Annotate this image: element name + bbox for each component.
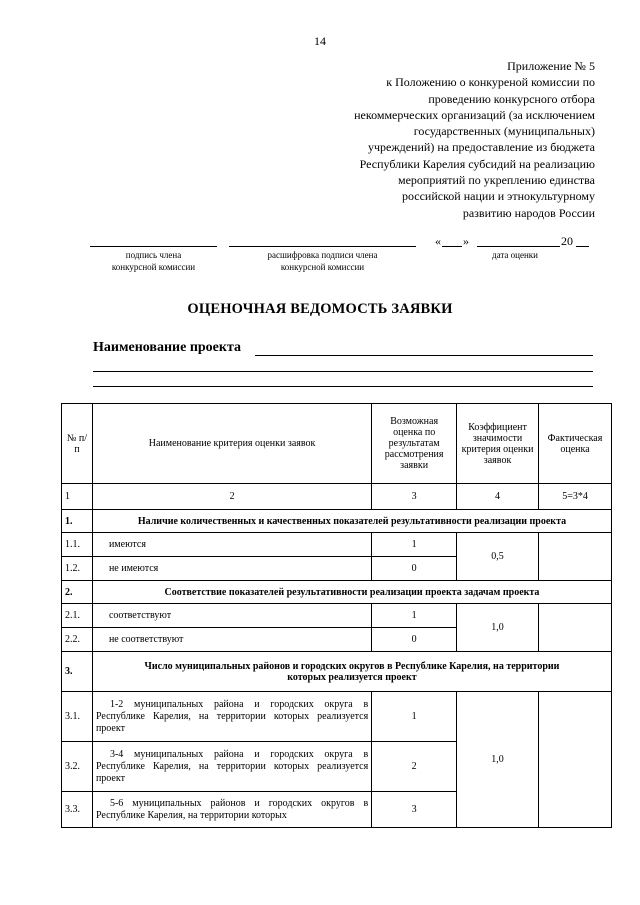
date-year-prefix: 20 xyxy=(561,234,573,248)
appendix-line: государственных (муниципальных) xyxy=(413,124,595,139)
row-num: 1.1. xyxy=(62,533,93,557)
appendix-header xyxy=(305,58,595,221)
row-num: 3.1. xyxy=(62,692,93,742)
row-score: 2 xyxy=(372,742,457,792)
row-score: 1 xyxy=(372,533,457,557)
appendix-line: некоммерческих организаций (за исключением xyxy=(354,107,595,122)
section-row xyxy=(62,510,612,533)
row-actual-empty xyxy=(539,533,612,581)
section-row xyxy=(62,581,612,604)
project-name-line xyxy=(93,371,593,372)
table-row xyxy=(62,533,612,557)
date-month-line xyxy=(477,246,560,247)
row-criterion: не имеются xyxy=(92,557,371,581)
header-num: № п/п xyxy=(62,404,93,484)
index-cell: 1 xyxy=(62,484,93,510)
appendix-line: Республики Карелия субсидий на реализацию xyxy=(359,156,595,171)
signature-caption: подпись члена конкурсной комиссии xyxy=(111,250,196,272)
header-criterion: Наименование критерия оценки заявок xyxy=(92,404,371,484)
date-open-quote: « xyxy=(435,234,441,248)
appendix-line: мероприятий по укреплению единства xyxy=(397,173,595,188)
decoding-line xyxy=(229,246,416,247)
project-name-line xyxy=(93,386,593,387)
date-caption: дата оценки xyxy=(492,250,538,260)
table-header-row xyxy=(62,404,612,484)
index-row xyxy=(62,484,612,510)
date-year-line xyxy=(576,246,589,247)
table-row xyxy=(62,604,612,628)
row-score: 0 xyxy=(372,557,457,581)
row-score: 1 xyxy=(372,604,457,628)
row-coefficient: 1,0 xyxy=(457,692,539,828)
project-name-label: Наименование проекта xyxy=(93,340,242,355)
date-day-line xyxy=(442,246,462,247)
row-score: 3 xyxy=(372,792,457,828)
row-score: 0 xyxy=(372,628,457,652)
section-num: 3. xyxy=(62,652,93,692)
row-criterion: 1-2 муниципальных района и городских округа в Республике Карелия, на территории которых реализуется проект xyxy=(92,692,371,742)
section-num: 2. xyxy=(62,581,93,604)
section-title: Число муниципальных районов и городских округов в Республике Карелия, на территории которых реализуется проект xyxy=(92,652,611,692)
appendix-line: российской нации и этнокультурному xyxy=(401,189,595,204)
project-name-line xyxy=(255,355,593,356)
index-cell: 4 xyxy=(457,484,539,510)
date-close-quote: » xyxy=(463,234,469,248)
header-possible-score: Возможная оценка по результатам рассмотрения заявки xyxy=(372,404,457,484)
appendix-line: развитию народов России xyxy=(462,205,595,220)
row-score: 1 xyxy=(372,692,457,742)
page-title: ОЦЕНОЧНАЯ ВЕДОМОСТЬ ЗАЯВКИ xyxy=(187,301,453,317)
table-row xyxy=(62,692,612,742)
section-num: 1. xyxy=(62,510,93,533)
appendix-line: проведению конкурсного отбора xyxy=(428,91,595,106)
section-title: Наличие количественных и качественных показателей результативности реализации проекта xyxy=(92,510,611,533)
index-cell: 5=3*4 xyxy=(539,484,612,510)
page-number: 14 xyxy=(314,34,326,48)
appendix-line: Приложение № 5 xyxy=(507,59,595,73)
row-criterion: 5-6 муниципальных районов и городских округов в Республике Карелия, на территории которых xyxy=(92,792,371,828)
row-criterion: соответствуют xyxy=(92,604,371,628)
signature-line xyxy=(90,246,217,247)
row-actual-empty xyxy=(539,692,612,828)
row-criterion: 3-4 муниципальных района и городских округа в Республике Карелия, на территории которых реализуется проект xyxy=(92,742,371,792)
row-coefficient: 1,0 xyxy=(457,604,539,652)
index-cell: 3 xyxy=(372,484,457,510)
appendix-line: учреждений) на предоставление из бюджета xyxy=(367,140,595,155)
header-coefficient: Коэффициент значимости критерия оценки заявок xyxy=(457,404,539,484)
header-actual-score: Фактическая оценка xyxy=(539,404,612,484)
section-row xyxy=(62,652,612,692)
appendix-line: к Положению о конкуреной комиссии по xyxy=(386,75,595,90)
section-title: Соответствие показателей результативности реализации проекта задачам проекта xyxy=(92,581,611,604)
index-cell: 2 xyxy=(92,484,371,510)
row-num: 1.2. xyxy=(62,557,93,581)
row-criterion: имеются xyxy=(92,533,371,557)
evaluation-table xyxy=(61,403,612,828)
row-coefficient: 0,5 xyxy=(457,533,539,581)
row-num: 2.2. xyxy=(62,628,93,652)
row-num: 2.1. xyxy=(62,604,93,628)
row-criterion: не соответствуют xyxy=(92,628,371,652)
row-num: 3.3. xyxy=(62,792,93,828)
decoding-caption: расшифровка подписи члена конкурсной комиссии xyxy=(267,250,378,272)
row-actual-empty xyxy=(539,604,612,652)
row-num: 3.2. xyxy=(62,742,93,792)
